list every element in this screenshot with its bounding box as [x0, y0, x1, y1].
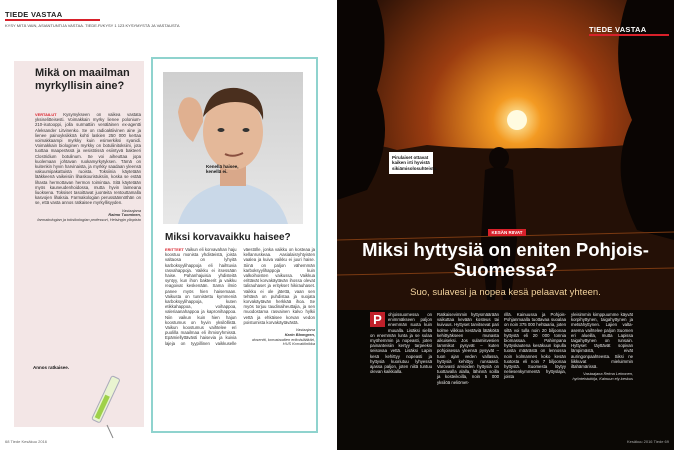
earwax-photo — [163, 72, 303, 224]
mosquito-signature: Vastaajana Reima Leinonen, hyönteistutkija, Kainuun ely-keskus — [572, 371, 633, 382]
poison-sign-name: Raimo Tuominen, — [108, 212, 141, 218]
poison-kicker: VERTAILUT — [35, 112, 57, 117]
earwax-sign-role: Vastaajana — [295, 327, 315, 333]
poison-sign-title: farmakologian ja toksikologian professori, Helsingin yliopisto — [37, 217, 141, 223]
earwax-photo-caption: Kenellä haisee, kenellä ei. — [206, 164, 239, 175]
poison-body: Kysymykseen on vaikea vastata yksiselitteisesti. Voimakkain myrky lienee polonium-210-isotooppi, jolla surmattiin venäläinen ex-agentti Aleksander Litvinenko. Se on radioaktiivinen aine ja lienee painoyksikköä kohti laskien 250 000 kertaa voimakkaampi myrkky kuin esimerkiksi syanidi. Voimakkain biologinen myrkky on botuliinitoksiini, jota tuottaa maaperässä ja vesistöissä esiintyvä bakteeri Clostridium botulinum. Se voi aiheuttaa jopa kuolemaan johtavan ruokamyrkytyksen. Tämä on kuitenkin hyvin harvinaista, ja myrkky saadaan yleensä vakuumipakattuista ruoista. Toksiinia käytetään lääkkeenä vaikeisiin lihaskouristuksiin, koska se estää lihasta hermottavan hermon toimintaa. Sitä käytetään myös kauneudenhoidossa, mutta hyvin laimeana liuoksena. Toksiset tasoittavat juonteita rentouttamalla kasvojen lihaksia. Farmakologian perussäännöthän on se, että vasta annos ratkaisee myrkyllisyyden. — [35, 112, 142, 206]
right-page — [337, 0, 674, 450]
mosquito-column-3: rillä. Kainuussa ja Pohjois-Pohjanmaalla tuottavaa suoalaa on noin 375 000 hehtaaria, joten siltä voi tulla noin 20 biljoonaa hyttystä eli 20 000 tonnia biomassaa. Pahimpana hyttyskautena kesäkuun lopulla tuosta määrästä on lennossa noin kolmannes koko kesän tuotosta eli noin 7 biljoonaa hyttystä. Suomesta löytyy neliesenkymmentä hyttyslajia, joista — [504, 312, 566, 380]
left-page-footer: 68 Tiede Kesäkuu 2016 — [5, 439, 48, 444]
mosquito-headline: Miksi hyttysiä on eniten Pohjois-Suomessa? — [362, 239, 649, 280]
poison-question-title: Mikä on maailman myrkyllisin aine? — [35, 67, 130, 92]
section-header: TIEDE VASTAA — [5, 10, 63, 19]
right-section-header: TIEDE VASTAA — [589, 25, 647, 34]
mosquito-column-2: Ratkaisevimmin hyttysmäärään vaikuttaa kevään kosteus tai kuivuus. Hyttyset tarvitsevat pari kolme viikkoa kestäviä lätäköitä kehittyäkseen munasta aikuiseksi. Jos sulamisvesien lammikot pysyvät – kuten pohjoisessa yleensä pysyvät – tuon ajan veden vallassa, hyttysiä kehittyy runsaasti. Varovasti arvioiden hyttysiä on tuottavalla alalla, lähinnä soilla ja kosteikoilla, noin 5 000 yksilöä neliömet- — [437, 312, 499, 385]
header-rule — [5, 19, 100, 21]
earwax-question-title: Miksi korvavaikku haisee? — [165, 232, 291, 243]
mosquito-column-1: P ohjoissuomessa on enimmäkseen paljon enemmän suota kuin muualla. Lisäksi siellä on enemmän lunta ja se sulaa myöhemmin ja nopeasti, joten painanteisiin kertyy tarpeeksi seisovaa vettä. Lisäksi Lapin kesä kehittyy nopeasti ja hyttysiä kuoriutuu lyhyessä ajassa paljon, joten niitä tuntuu olevan kaikkialla. — [370, 312, 432, 375]
mosquito-photo-caption: Pirulaiset ottavat kaiken irti hyvistä sikiämisolosuhteista. — [389, 152, 433, 174]
syringe-illustration — [55, 370, 145, 440]
section-subtitle: KYSY MITÄ VAIN, ASIANTUNTIJA VASTAA. TIEDE.FI/KYSY 1 123 KYSYMYSTÄ JA VASTAUSTA — [5, 23, 180, 28]
syringe-caption: Annos ratkaisee. — [33, 365, 70, 370]
poison-sign-role: Vastaajana — [121, 207, 141, 213]
article-kicker: KESÄN RIIVAT — [477, 230, 537, 235]
drop-cap: P — [370, 312, 385, 327]
earwax-answer — [165, 247, 315, 427]
right-page-footer: Kesäkuu 2016 Tiede 69 — [626, 439, 669, 444]
right-header-rule — [589, 34, 669, 36]
earwax-sign-title: dosentti, korvataudien erikoislääkäri, HUS Korvaklinikka — [252, 336, 315, 347]
earwax-body: Vaikun eli korvavahan haju koostuu monista yhdisteistä, joista valtaosa on lyhyitä karboksyylihappoja eli haihtuvia rasvahappoja. Vaikku ei itsessään haise. Pahanhajuisia yhdisteitä syntyy, kun ihon bakteerit ja vaikku reagoivat keskenään. Sama ilmiö panee myös hien haisemaan. Vaikusta on tunnistettu kymmeniä karboksyylihappoja, kuten etikkahappoa, voihappoa, valeriaanahappoa ja kapronihappoa. Niin vaikun kuin hien hajun koostumus on hyvin yksilöllistä. Vaikun koostumus vaihtelee eri puolilla maailmaa eli ihmisryhmissä. Epämiellyttävästi haisevia ja kuivia lajeja on tyypillinen vaikkuselle väestölle, jonka vaikku on kosteaa ja kellanruskeaa. Aasialaisryhtyisten vaalea ja kuiva vaikku ei juuri haise. Siinä on paljon vähemmän karboksyylihappoja kuin valkoihoisten vaikussa. Vaikkua erittävät korvakäytävän ihossa olevat talirauhaset ja eritykset hikirauhaset. Vaikku ei ole jätettä, vaan sen tehtävä on puhdistaa ja suojata korvakäytävän herkkää ihoa. Se myös torjuu taudinaiheuttajia, ja sen muodostama rasvainen kalvo hylkii vettä ja ehkäisee korvan vedon poistumista korvakäytävästä. — [165, 247, 315, 346]
mosquito-lead: Suo, sulavesi ja nopea kesä pelaavat yhteen. — [410, 287, 601, 298]
earwax-sign-name: Karin Blomgren, — [284, 331, 315, 337]
poison-answer — [35, 112, 141, 223]
earwax-kicker: ERITTEET — [165, 247, 184, 252]
mosquito-column-4: yleisimmin kimppuumme käyvät korpihyttynen, taigahyttynen ja metsähyttynen. Lajien valta-asema vaihtelee paljon Suomen eri alueilla, mutta Lapissa taigahyttynen on runsain. Hyttyset täyttävät sopivan lämpimästä, eivät auringonpaahteesta. Siksi ne liikkuvat mieluimmin iltahämärissä. Vastaajana Reima Leinonen, hyönteistutkija, Kainuun ely-keskus — [571, 312, 633, 382]
